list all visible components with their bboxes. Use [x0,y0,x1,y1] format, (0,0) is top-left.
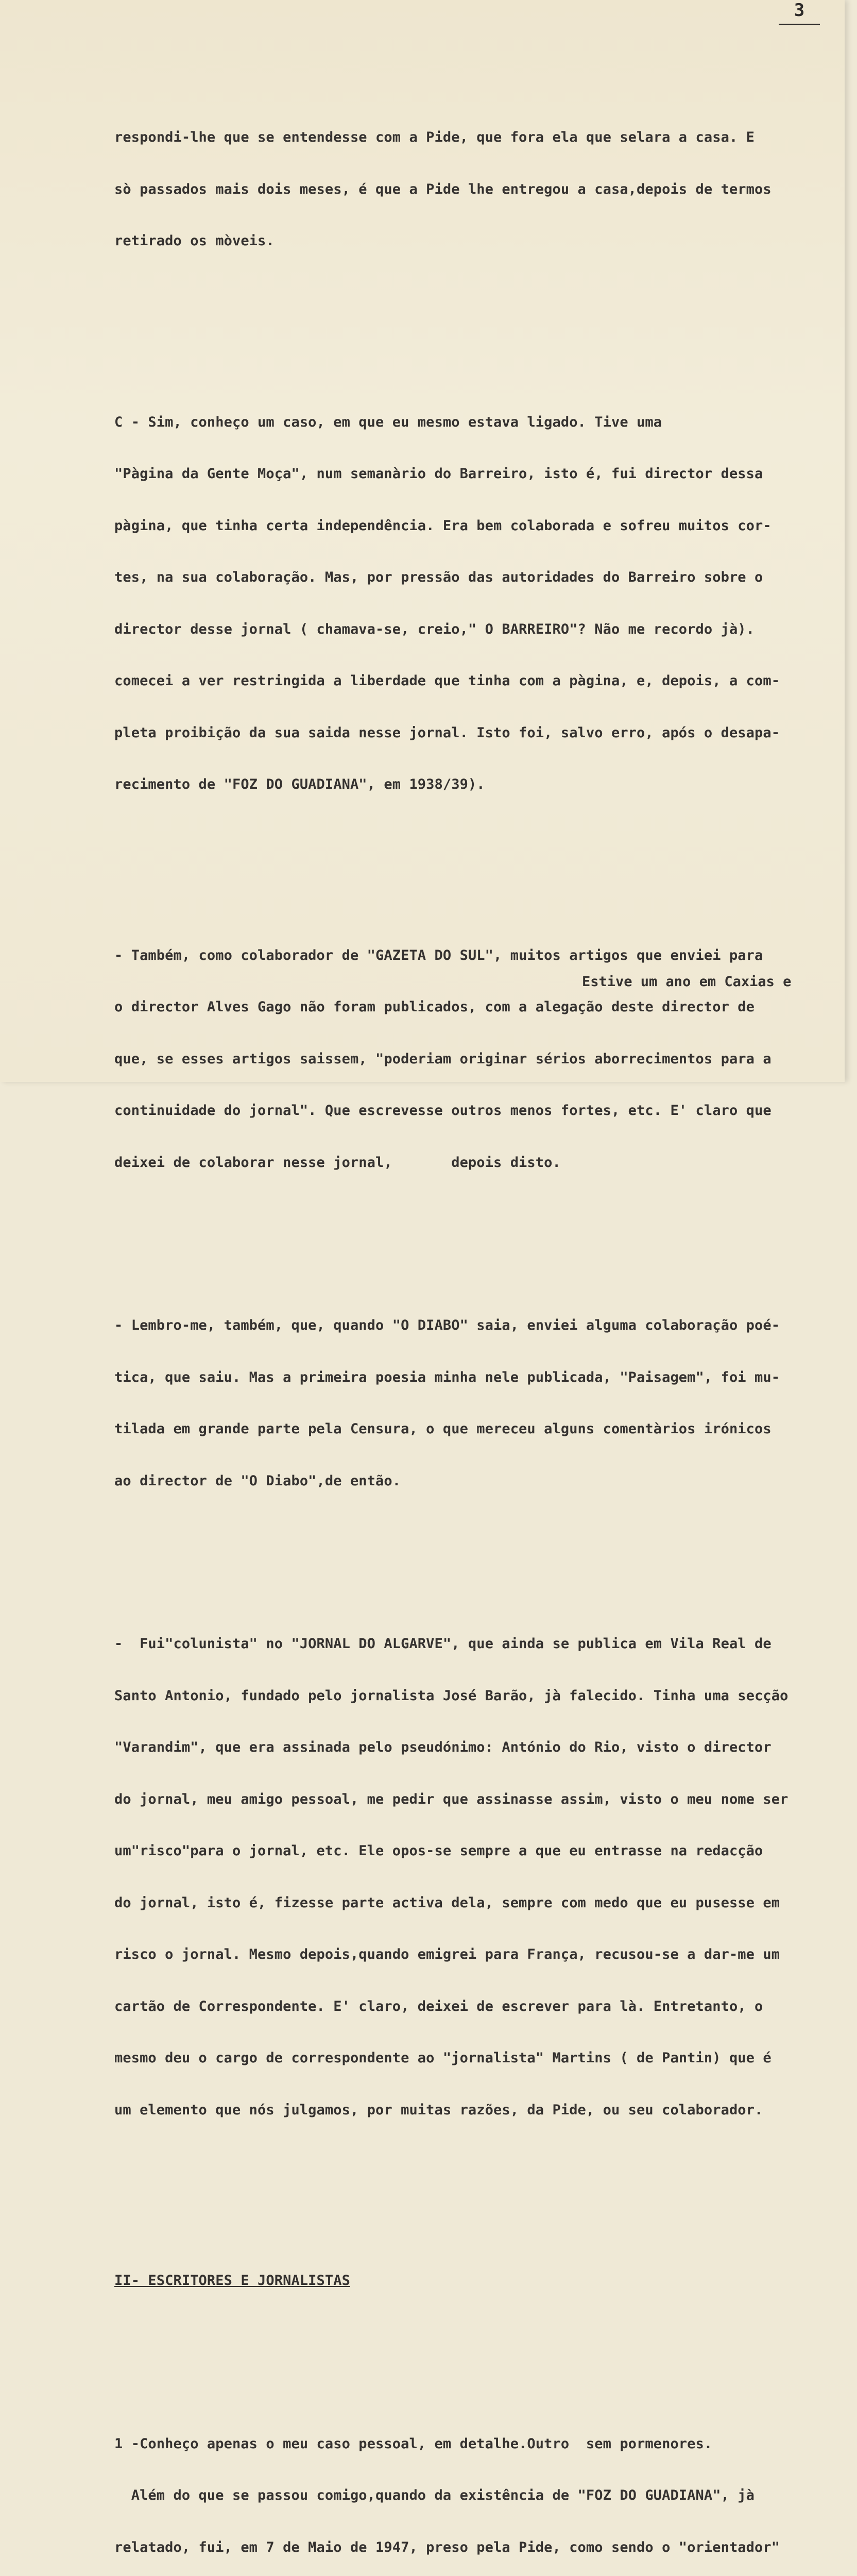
text-line: retirado os mòveis. [114,232,851,250]
text-line: pàgina, que tinha certa independência. Era bem colaborada e sofreu muitos cor- [114,517,851,535]
text-line: tes, na sua colaboração. Mas, por pressão das autoridades do Barreiro sobre o [114,569,851,586]
text-line: deixei de colaborar nesse jornal, depois disto. [114,1154,851,1172]
paragraph [114,1601,851,2153]
paragraph [114,2401,851,2576]
text-line: director desse jornal ( chamava-se, creio," O BARREIRO"? Não me recordo jà). [114,621,851,638]
text-line: tilada em grande parte pela Censura, o que mereceu alguns comentàrios irónicos [114,1420,851,1438]
text-line: cartão de Correspondente. E' claro, deixei de escrever para là. Entretanto, o [114,1998,851,2015]
text-line: 1 -Conheço apenas o meu caso pessoal, em detalhe.Outro sem pormenores. [114,2435,851,2453]
text-line: risco o jornal. Mesmo depois,quando emigrei para França, recusou-se a dar-me um [114,1946,851,1963]
text-line: um"risco"para o jornal, etc. Ele opos-se sempre a que eu entrasse na redacção [114,1842,851,1860]
text-line: pleta proibição da sua saida nesse jornal. Isto foi, salvo erro, após o desapa- [114,724,851,742]
text-line: do jornal, meu amigo pessoal, me pedir que assinasse assim, visto o meu nome ser [114,1791,851,1808]
paragraph [114,379,851,828]
page-number: 3 [779,0,820,25]
text-line: relatado, fui, em 7 de Maio de 1947, preso pela Pide, como sendo o "orientador" [114,2539,851,2556]
text-line: respondi-lhe que se entendesse com a Pide, que fora ela que selara a casa. E [114,129,851,146]
paragraph [114,1282,851,1524]
paragraph [114,912,851,1206]
text-line: recimento de "FOZ DO GUADIANA", em 1938/39). [114,776,851,793]
text-line: "Varandim", que era assinada pelo pseudónimo: António do Rio, visto o director [114,1739,851,1756]
section-heading [114,2238,851,2324]
text-line: Santo Antonio, fundado pelo jornalista José Barão, jà falecido. Tinha uma secção [114,1687,851,1705]
text-line: ao director de "O Diabo",de então. [114,1472,851,1490]
text-line: - Também, como colaborador de "GAZETA DO SUL", muitos artigos que enviei para [114,947,851,964]
paragraph [114,94,851,284]
text-line: Além do que se passou comigo,quando da existência de "FOZ DO GUADIANA", jà [114,2487,851,2504]
margin-note: Estive um ano em Caxias e [582,974,791,990]
text-line: um elemento que nós julgamos, por muitas razões, da Pide, ou seu colaborador. [114,2102,851,2119]
text-line: - Fui"colunista" no "JORNAL DO ALGARVE", que ainda se publica em Vila Real de [114,1635,851,1653]
text-line: continuidade do jornal". Que escrevesse outros menos fortes, etc. E' claro que [114,1102,851,1120]
text-line: C - Sim, conheço um caso, em que eu mesmo estava ligado. Tive uma [114,414,851,431]
text-line: que, se esses artigos saissem, "poderiam originar sérios aborrecimentos para a [114,1050,851,1068]
text-line: do jornal, isto é, fizesse parte activa dela, sempre com medo que eu pusesse em [114,1894,851,1912]
text-line: tica, que saiu. Mas a primeira poesia minha nele publicada, "Paisagem", foi mu- [114,1369,851,1386]
text-line: o director Alves Gago não foram publicados, com a alegação deste director de [114,998,851,1016]
document-body [114,60,851,2576]
text-line: "Pàgina da Gente Moça", num semanàrio do Barreiro, isto é, fui director dessa [114,465,851,483]
text-line: sò passados mais dois meses, é que a Pide lhe entregou a casa,depois de termos [114,181,851,198]
section-heading-text: II- ESCRITORES E JORNALISTAS [114,2272,851,2290]
document-page [0,0,845,1082]
text-line: - Lembro-me, também, que, quando "O DIABO" saia, enviei alguma colaboração poé- [114,1317,851,1334]
text-line: mesmo deu o cargo de correspondente ao "jornalista" Martins ( de Pantin) que é [114,2049,851,2067]
text-line: comecei a ver restringida a liberdade que tinha com a pàgina, e, depois, a com- [114,672,851,690]
